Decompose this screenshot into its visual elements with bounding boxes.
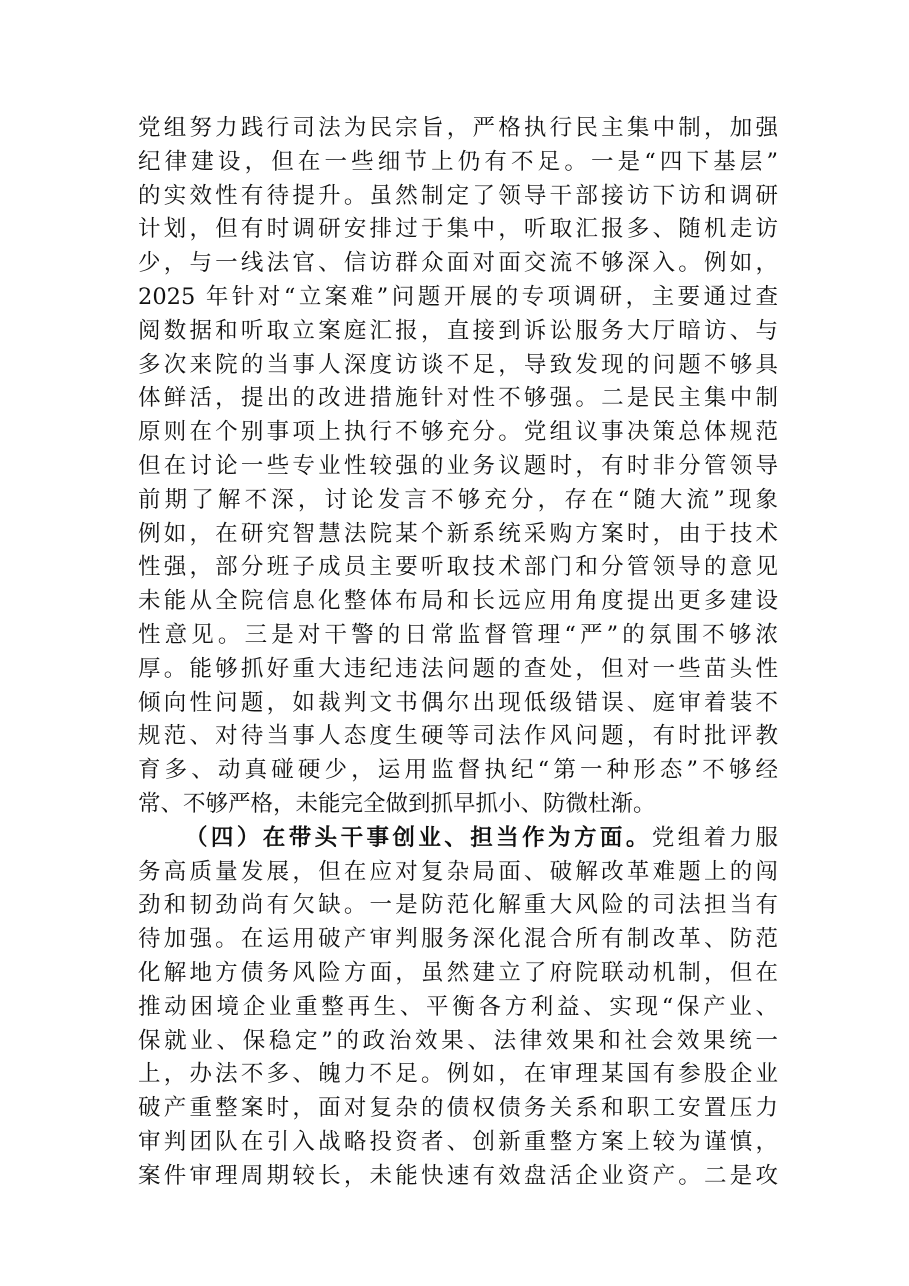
text-line: 纪律建设，但在一些细节上仍有不足。一是“四下基层” — [138, 148, 778, 175]
text-line: 党组努力践行司法为民宗旨，严格执行民主集中制，加强 — [138, 115, 778, 141]
text-line: 化解地方债务风险方面，虽然建立了府院联动机制，但在 — [138, 959, 778, 986]
text-line: 待加强。在运用破产审判服务深化混合所有制改革、防范 — [138, 926, 778, 953]
text-line: 性强，部分班子成员主要听取技术部门和分管领导的意见 — [138, 554, 778, 581]
text-line: 少，与一线法官、信访群众面对面交流不够深入。例如， — [138, 250, 778, 277]
text-line: 例如，在研究智慧法院某个新系统采购方案时，由于技术 — [138, 520, 778, 547]
text-line: 性意见。三是对干警的日常监督管理“严”的氛围不够浓 — [138, 621, 778, 648]
section-four-first-line — [138, 822, 778, 856]
body-text — [138, 112, 778, 1194]
text-line: 审判团队在引入战略投资者、创新重整方案上较为谨慎， — [138, 1128, 778, 1155]
text-line: 阅数据和听取立案庭汇报，直接到诉讼服务大厅暗访、与 — [138, 317, 778, 344]
text-line: 破产重整案时，面对复杂的债权债务关系和职工安置压力 — [138, 1095, 778, 1122]
section-four-heading: （四）在带头干事创业、担当作为方面。 — [185, 824, 652, 851]
text-line: 未能从全院信息化整体布局和长远应用角度提出更多建设 — [138, 588, 778, 615]
text-line: 上，办法不多、魄力不足。例如，在审理某国有参股企业 — [138, 1061, 778, 1088]
text-line: 的实效性有待提升。虽然制定了领导干部接访下访和调研 — [138, 182, 778, 209]
text-line: 推动困境企业重整再生、平衡各方利益、实现“保产业、 — [138, 993, 778, 1020]
text-line: 厚。能够抓好重大违纪违法问题的查处，但对一些苗头性 — [138, 655, 778, 682]
text-line: 多次来院的当事人深度访谈不足，导致发现的问题不够具 — [138, 351, 778, 378]
text-line: 但在讨论一些专业性较强的业务议题时，有时非分管领导 — [138, 452, 778, 479]
text-line: 倾向性问题，如裁判文书偶尔出现低级错误、庭审着装不 — [138, 689, 778, 716]
text-line: 案件审理周期较长，未能快速有效盘活企业资产。二是攻 — [138, 1162, 778, 1189]
text-line: 育多、动真碰硬少，运用监督执纪“第一种形态”不够经 — [138, 757, 778, 784]
text-line: 规范、对待当事人态度生硬等司法作风问题，有时批评教 — [138, 723, 778, 750]
text-line: 保就业、保稳定”的政治效果、法律效果和社会效果统一 — [138, 1027, 778, 1054]
text-line: 2025 年针对“立案难”问题开展的专项调研，主要通过查 — [138, 283, 778, 310]
text-line: 劲和韧劲尚有欠缺。一是防范化解重大风险的司法担当有 — [138, 892, 778, 919]
text-line: 务高质量发展，但在应对复杂局面、破解改革难题上的闯 — [138, 858, 778, 885]
text-line: 常、不够严格，未能完全做到抓早抓小、防微杜渐。 — [138, 790, 656, 817]
text-line: 前期了解不深，讨论发言不够充分，存在“随大流”现象 — [138, 486, 778, 513]
text-line: 计划，但有时调研安排过于集中，听取汇报多、随机走访 — [138, 216, 778, 243]
text-line: 原则在个别事项上执行不够充分。党组议事决策总体规范 — [138, 419, 778, 446]
text-line: 体鲜活，提出的改进措施针对性不够强。二是民主集中制 — [138, 385, 778, 412]
section-four-first-line-rest: 党组着力服 — [651, 824, 778, 851]
